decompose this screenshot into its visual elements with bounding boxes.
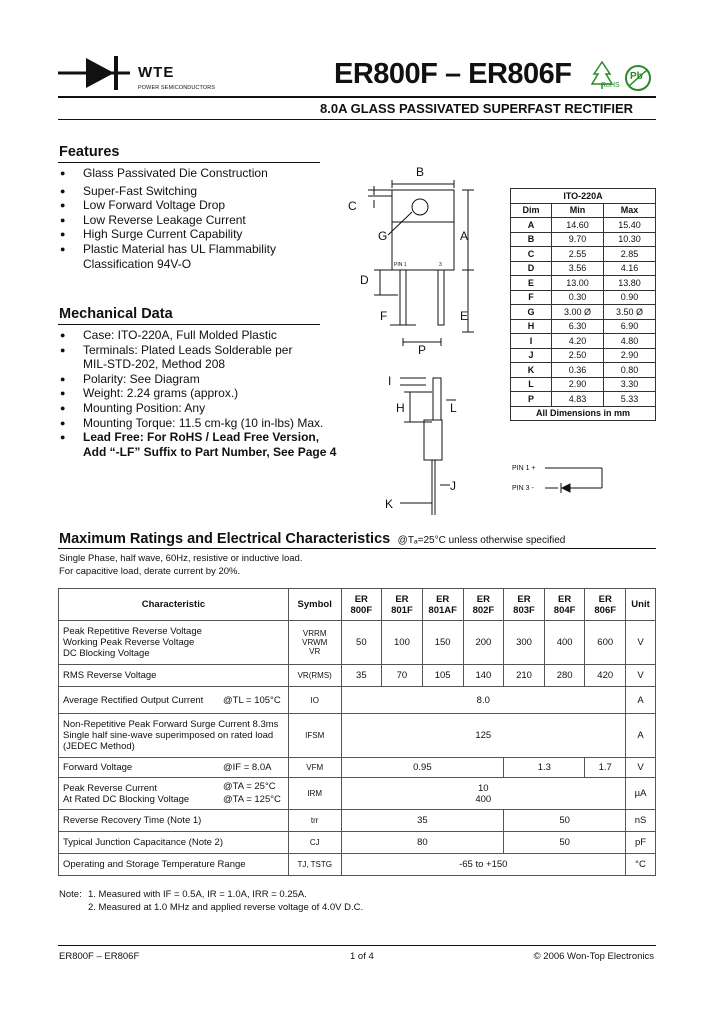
char-cell: Typical Junction Capacitance (Note 2)	[59, 832, 289, 854]
char-cell	[59, 621, 289, 665]
value-cell: 125	[341, 714, 626, 758]
dim-max: 0.80	[604, 363, 656, 378]
dim-letter: D	[511, 261, 552, 276]
char-cell	[59, 778, 289, 810]
features-list	[58, 166, 328, 271]
col-part	[504, 589, 545, 621]
value-cell: 50	[504, 810, 626, 832]
dim-header: Min	[552, 203, 604, 218]
ratings-table	[58, 588, 656, 876]
unit-cell: °C	[626, 854, 656, 876]
part-suffix: 806F	[594, 604, 617, 616]
value-cell: 8.0	[341, 687, 626, 714]
ratings-note-2: For capacitive load, derate current by 20%.	[59, 566, 241, 577]
dim-letter: L	[511, 377, 552, 392]
dim-max: 3.30	[604, 377, 656, 392]
char-text: At Rated DC Blocking Voltage	[63, 793, 190, 805]
value-cell: 200	[463, 621, 504, 665]
dim-letter: P	[511, 392, 552, 407]
pb-label: Pb	[630, 71, 643, 82]
value-cell: 80	[341, 832, 504, 854]
char-condition: @TA = 25°C	[223, 781, 276, 792]
dim-label-p: P	[418, 343, 427, 357]
char-text: (JEDEC Method)	[63, 741, 135, 752]
pin3-mark: 3	[439, 262, 442, 268]
list-item: ● High Surge Current Capability	[58, 227, 328, 242]
package-body	[392, 190, 454, 270]
list-item: Classification 94V-O	[83, 256, 192, 271]
value-cell	[341, 778, 626, 810]
table-row	[59, 621, 656, 665]
footer-rule	[58, 945, 656, 946]
char-text: DC Blocking Voltage	[63, 648, 150, 659]
char-text: Peak Reverse Current	[63, 782, 157, 794]
value-text: 400	[475, 793, 492, 805]
char-cell: Reverse Recovery Time (Note 1)	[59, 810, 289, 832]
dim-min: 0.36	[552, 363, 604, 378]
value-cell: 35	[341, 810, 504, 832]
symbol-cell: TJ, TSTG	[288, 854, 341, 876]
list-item: MIL-STD-202, Method 208	[83, 357, 226, 372]
symbol-cell: IO	[288, 687, 341, 714]
value-cell: 70	[382, 665, 423, 687]
dim-max: 6.90	[604, 319, 656, 334]
notes-label: Note:	[59, 889, 82, 900]
logo-text: WTE	[138, 64, 175, 81]
dim-row	[511, 305, 656, 320]
dim-letter: J	[511, 348, 552, 363]
dim-label-a: A	[460, 229, 469, 243]
mounting-hole	[412, 199, 428, 215]
char-text: Non-Repetitive Peak Forward Surge Current 8.3ms	[63, 719, 279, 730]
dim-min: 14.60	[552, 218, 604, 233]
col-unit: Unit	[626, 589, 656, 621]
char-cell	[59, 758, 289, 778]
part-suffix: 800F	[350, 604, 373, 616]
value-cell: 35	[341, 665, 382, 687]
dim-max: 4.80	[604, 334, 656, 349]
dim-letter: H	[511, 319, 552, 334]
dim-letter: I	[511, 334, 552, 349]
col-part	[463, 589, 504, 621]
value-cell: 1.7	[585, 758, 626, 778]
list-item: ● Lead Free: For RoHS / Lead Free Version,	[58, 430, 358, 445]
part-suffix: 803F	[513, 604, 535, 616]
dim-max: 5.33	[604, 392, 656, 407]
col-part	[422, 589, 463, 621]
unit-cell: nS	[626, 810, 656, 832]
pin-schematic	[510, 460, 620, 500]
dim-min: 4.83	[552, 392, 604, 407]
symbol-cell: CJ	[288, 832, 341, 854]
col-characteristic: Characteristic	[59, 589, 289, 621]
part-prefix: ER	[517, 593, 531, 605]
unit-cell: pF	[626, 832, 656, 854]
dim-row	[511, 319, 656, 334]
dim-table-footer: All Dimensions in mm	[511, 406, 656, 421]
pin1-mark: PIN 1	[394, 262, 407, 268]
dim-label-b: B	[416, 165, 425, 179]
value-cell: 50	[504, 832, 626, 854]
features-rule	[58, 162, 320, 163]
dim-max: 2.90	[604, 348, 656, 363]
char-cell	[59, 687, 289, 714]
footer-page: 1 of 4	[350, 951, 374, 962]
value-cell: 420	[585, 665, 626, 687]
table-row	[59, 810, 656, 832]
char-condition: @TA = 125°C	[223, 794, 281, 805]
part-prefix: ER	[395, 593, 409, 605]
part-prefix: ER	[476, 593, 490, 605]
dim-label-c: C	[348, 199, 357, 213]
symbol-cell: VFM	[288, 758, 341, 778]
list-item: ● Mounting Position: Any	[58, 401, 358, 416]
char-text: Average Rectified Output Current	[63, 694, 204, 706]
value-cell: 400	[544, 621, 585, 665]
table-row	[59, 687, 656, 714]
char-condition: @TL = 105°C	[223, 694, 281, 706]
dim-label-i: I	[388, 374, 392, 388]
dim-row	[511, 377, 656, 392]
side-body	[424, 420, 442, 460]
list-item: ● Weight: 2.24 grams (approx.)	[58, 386, 358, 401]
dim-max: 3.50 Ø	[604, 305, 656, 320]
dim-row	[511, 218, 656, 233]
dim-letter: C	[511, 247, 552, 262]
dim-max: 13.80	[604, 276, 656, 291]
symbol-text: VRRM	[302, 629, 327, 638]
dim-min: 6.30	[552, 319, 604, 334]
symbol-cell: IFSM	[288, 714, 341, 758]
dim-min: 13.00	[552, 276, 604, 291]
char-cell	[59, 714, 289, 758]
ratings-condition: @Tₐ=25°C unless otherwise specified	[397, 535, 566, 546]
list-item: ● Glass Passivated Die Construction	[58, 166, 328, 181]
char-cell: RMS Reverse Voltage	[59, 665, 289, 687]
pb-free-logo	[624, 64, 654, 94]
dim-row	[511, 247, 656, 262]
dim-row	[511, 261, 656, 276]
list-item: Add “-LF” Suffix to Part Number, See Page 4	[83, 444, 337, 459]
dim-label-l: L	[450, 401, 457, 415]
char-condition: @IF = 8.0A	[223, 762, 272, 773]
col-symbol: Symbol	[288, 589, 341, 621]
value-cell: 140	[463, 665, 504, 687]
unit-cell: V	[626, 758, 656, 778]
ratings-note-1: Single Phase, half wave, 60Hz, resistive or inductive load.	[59, 553, 303, 564]
col-part	[341, 589, 382, 621]
dim-max: 10.30	[604, 232, 656, 247]
value-cell: 1.3	[504, 758, 585, 778]
dim-label-g: G	[378, 229, 388, 243]
dim-label-f: F	[380, 309, 388, 323]
rohs-logo	[590, 60, 624, 94]
dim-min: 9.70	[552, 232, 604, 247]
header-rule	[58, 96, 656, 98]
dim-row	[511, 276, 656, 291]
dim-min: 3.56	[552, 261, 604, 276]
footer-copyright: © 2006 Won-Top Electronics	[533, 951, 654, 962]
value-cell: 300	[504, 621, 545, 665]
list-item: ● Case: ITO-220A, Full Molded Plastic	[58, 328, 358, 343]
part-title: ER800F – ER806F	[334, 58, 572, 90]
dim-min: 2.50	[552, 348, 604, 363]
unit-cell: µA	[626, 778, 656, 810]
char-text: Working Peak Reverse Voltage	[63, 637, 195, 648]
dim-min: 2.55	[552, 247, 604, 262]
char-text: Forward Voltage	[63, 762, 133, 773]
table-row	[59, 714, 656, 758]
list-item: ● Polarity: See Diagram	[58, 372, 358, 387]
dim-letter: F	[511, 290, 552, 305]
list-item: ● Low Reverse Leakage Current	[58, 213, 328, 228]
package-diagram	[340, 160, 510, 520]
dim-row	[511, 290, 656, 305]
value-cell: 100	[382, 621, 423, 665]
value-cell: 280	[544, 665, 585, 687]
mechanical-title: Mechanical Data	[59, 306, 173, 322]
dim-label-j: J	[450, 479, 456, 493]
value-cell: -65 to +150	[341, 854, 626, 876]
symbol-cell: VR(RMS)	[288, 665, 341, 687]
part-suffix: 801F	[391, 604, 413, 616]
mechanical-rule	[58, 324, 320, 325]
value-cell: 0.95	[341, 758, 504, 778]
value-text: 10	[477, 782, 489, 794]
dim-row	[511, 392, 656, 407]
value-cell: 600	[585, 621, 626, 665]
value-cell: 150	[422, 621, 463, 665]
value-cell: 105	[422, 665, 463, 687]
company-logo	[58, 48, 218, 98]
symbol-cell	[288, 621, 341, 665]
part-suffix: 802F	[472, 604, 495, 616]
ratings-title: Maximum Ratings and Electrical Characteristics	[59, 531, 391, 547]
dim-letter: E	[511, 276, 552, 291]
char-text: Single half sine-wave superimposed on rated load	[63, 730, 274, 741]
dim-letter: K	[511, 363, 552, 378]
table-row	[59, 854, 656, 876]
value-cell: 210	[504, 665, 545, 687]
dim-min: 4.20	[552, 334, 604, 349]
table-row	[59, 778, 656, 810]
dim-max: 0.90	[604, 290, 656, 305]
dim-row	[511, 363, 656, 378]
logo-subtext: POWER SEMICONDUCTORS	[138, 85, 216, 91]
dim-max: 2.85	[604, 247, 656, 262]
unit-cell: V	[626, 621, 656, 665]
dim-header: Dim	[511, 203, 552, 218]
unit-cell: V	[626, 665, 656, 687]
col-part	[382, 589, 423, 621]
dim-max: 15.40	[604, 218, 656, 233]
dim-row	[511, 334, 656, 349]
value-cell: 50	[341, 621, 382, 665]
symbol-text: VR	[309, 647, 321, 656]
col-part	[544, 589, 585, 621]
features-title: Features	[59, 144, 120, 160]
footer-left: ER800F – ER806F	[59, 951, 140, 962]
dim-header: Max	[604, 203, 656, 218]
unit-cell: A	[626, 714, 656, 758]
dim-row	[511, 348, 656, 363]
mechanical-list	[58, 328, 358, 459]
table-row	[59, 665, 656, 687]
dim-label-h: H	[396, 401, 405, 415]
dim-letter: B	[511, 232, 552, 247]
part-suffix: 801AF	[428, 604, 457, 616]
dim-row	[511, 232, 656, 247]
dim-label-k: K	[385, 497, 394, 511]
pin3-legend: PIN 3 -	[512, 485, 534, 492]
dim-min: 0.30	[552, 290, 604, 305]
char-text: Peak Repetitive Reverse Voltage	[63, 626, 202, 637]
list-item: ● Terminals: Plated Leads Solderable per	[58, 343, 358, 358]
dim-min: 2.90	[552, 377, 604, 392]
part-prefix: ER	[598, 593, 612, 605]
dim-letter: A	[511, 218, 552, 233]
list-item: ● Super-Fast Switching	[58, 184, 328, 199]
table-row	[59, 832, 656, 854]
symbol-cell: trr	[288, 810, 341, 832]
side-tab	[433, 378, 441, 420]
list-item: ● Plastic Material has UL Flammability	[58, 242, 328, 257]
note-1: 1. Measured with IF = 0.5A, IR = 1.0A, IRR = 0.25A.	[88, 889, 307, 900]
dim-min: 3.00 Ø	[552, 305, 604, 320]
symbol-text: VRWM	[302, 638, 328, 647]
part-prefix: ER	[354, 593, 368, 605]
symbol-cell: IRM	[288, 778, 341, 810]
dim-table-package: ITO-220A	[511, 189, 656, 204]
col-part	[585, 589, 626, 621]
dim-label-e: E	[460, 309, 469, 323]
dim-label-d: D	[360, 273, 369, 287]
subtitle: 8.0A GLASS PASSIVATED SUPERFAST RECTIFIER	[320, 101, 634, 116]
rohs-label: RoHS	[601, 82, 620, 89]
unit-cell: A	[626, 687, 656, 714]
dimension-table	[510, 188, 656, 421]
char-cell: Operating and Storage Temperature Range	[59, 854, 289, 876]
part-prefix: ER	[436, 593, 450, 605]
dim-max: 4.16	[604, 261, 656, 276]
pin1-legend: PIN 1 +	[512, 465, 536, 472]
list-item: ● Mounting Torque: 11.5 cm-kg (10 in-lbs) Max.	[58, 416, 358, 431]
part-prefix: ER	[558, 593, 572, 605]
subtitle-rule	[58, 119, 656, 120]
note-2: 2. Measured at 1.0 MHz and applied reverse voltage of 4.0V D.C.	[88, 902, 364, 913]
ratings-rule	[58, 548, 656, 549]
part-suffix: 804F	[553, 604, 576, 616]
table-row	[59, 758, 656, 778]
dim-letter: G	[511, 305, 552, 320]
ratings-heading	[59, 530, 565, 548]
list-item: ● Low Forward Voltage Drop	[58, 198, 328, 213]
